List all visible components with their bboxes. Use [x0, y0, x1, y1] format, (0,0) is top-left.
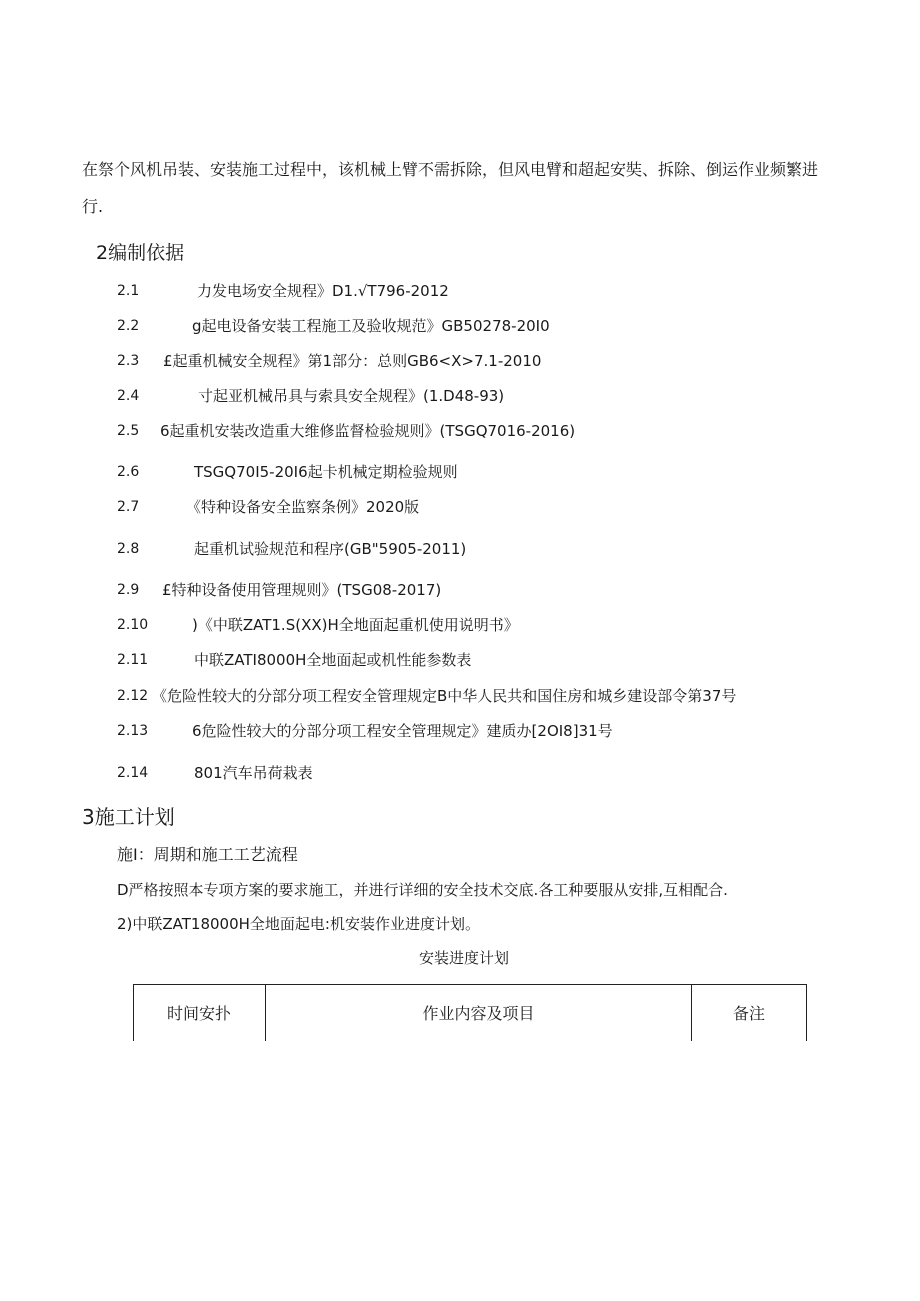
item-number: 2.13 — [117, 723, 149, 739]
section-3-para-1: D严格按照本专项方案的要求施工，并进行详细的安全技术交底.各工种要服从安排,互相配合. — [117, 881, 728, 899]
item-number: 2.11 — [117, 652, 149, 668]
section-3-subheading: 施I：周期和施工工艺流程 — [117, 845, 298, 864]
item-text: £起重机械安全规程》第1部分：总则GB6<X>7.1-2010 — [163, 352, 542, 370]
item-text: g起电设备安装工程施工及验收规范》GB50278-20I0 — [192, 317, 550, 335]
item-number: 2.2 — [117, 318, 140, 334]
schedule-table — [133, 984, 807, 1041]
table-caption: 安装进度计划 — [419, 949, 510, 967]
item-number: 2.6 — [117, 464, 140, 480]
item-number: 2.12 — [117, 688, 149, 704]
table-header-time: 时间安扑 — [166, 1004, 231, 1023]
item-text: £特种设备使用管理规则》(TSG08-2017) — [162, 581, 442, 599]
section-3-para-2: 2)中联ZAT18000H全地面起电:机安装作业进度计划。 — [117, 915, 480, 933]
item-number: 2.4 — [117, 388, 140, 404]
item-number: 2.3 — [117, 353, 140, 369]
item-text: 中联ZATI8000H全地面起或机性能参数表 — [194, 651, 472, 669]
item-text: 《特种设备安全监察条例》2020版 — [186, 498, 420, 516]
item-text: 力发电场安全规程》D1.√T796-2012 — [197, 282, 449, 300]
item-number: 2.5 — [117, 423, 140, 439]
item-text: 801汽车吊荷栽表 — [194, 764, 313, 782]
intro-line-1: 在祭个风机吊装、安装施工过程中，该机械上臂不需拆除，但风电臂和超起安奘、拆除、倒运作业频繁进 — [82, 160, 819, 179]
item-text: 寸起亚机械吊具与索具安全规程》(1.D48-93) — [198, 387, 505, 405]
section-3-heading: 3施工计划 — [82, 805, 175, 829]
item-text: )《中联ZAT1.S(XX)H全地面起重机使用说明书》 — [192, 616, 519, 634]
item-number: 2.9 — [117, 582, 140, 598]
item-number: 2.7 — [117, 499, 140, 515]
item-text: 起重机试验规范和程序(GB"5905-2011) — [194, 540, 467, 558]
item-number: 2.10 — [117, 617, 149, 633]
item-text: TSGQ70I5-20I6起卡机械定期检验规则 — [194, 463, 458, 481]
table-header-content: 作业内容及项目 — [422, 1004, 535, 1023]
item-text: 《危险性较大的分部分项工程安全管理规定B中华人民共和国住房和城乡建设部令第37号 — [152, 687, 737, 705]
item-number: 2.1 — [117, 283, 140, 299]
section-2-heading: 2编制依据 — [96, 242, 185, 264]
item-number: 2.8 — [117, 541, 140, 557]
item-number: 2.14 — [117, 765, 149, 781]
table-right-border — [806, 984, 807, 1041]
item-text: 6起重机安装改造重大维修监督检验规则》(TSGQ7016-2016) — [160, 422, 576, 440]
intro-line-2: 行. — [82, 197, 104, 216]
item-text: 6危险性较大的分部分项工程安全管理规定》建质办[2OI8]31号 — [192, 722, 613, 740]
table-header-remarks: 备注 — [732, 1004, 765, 1023]
